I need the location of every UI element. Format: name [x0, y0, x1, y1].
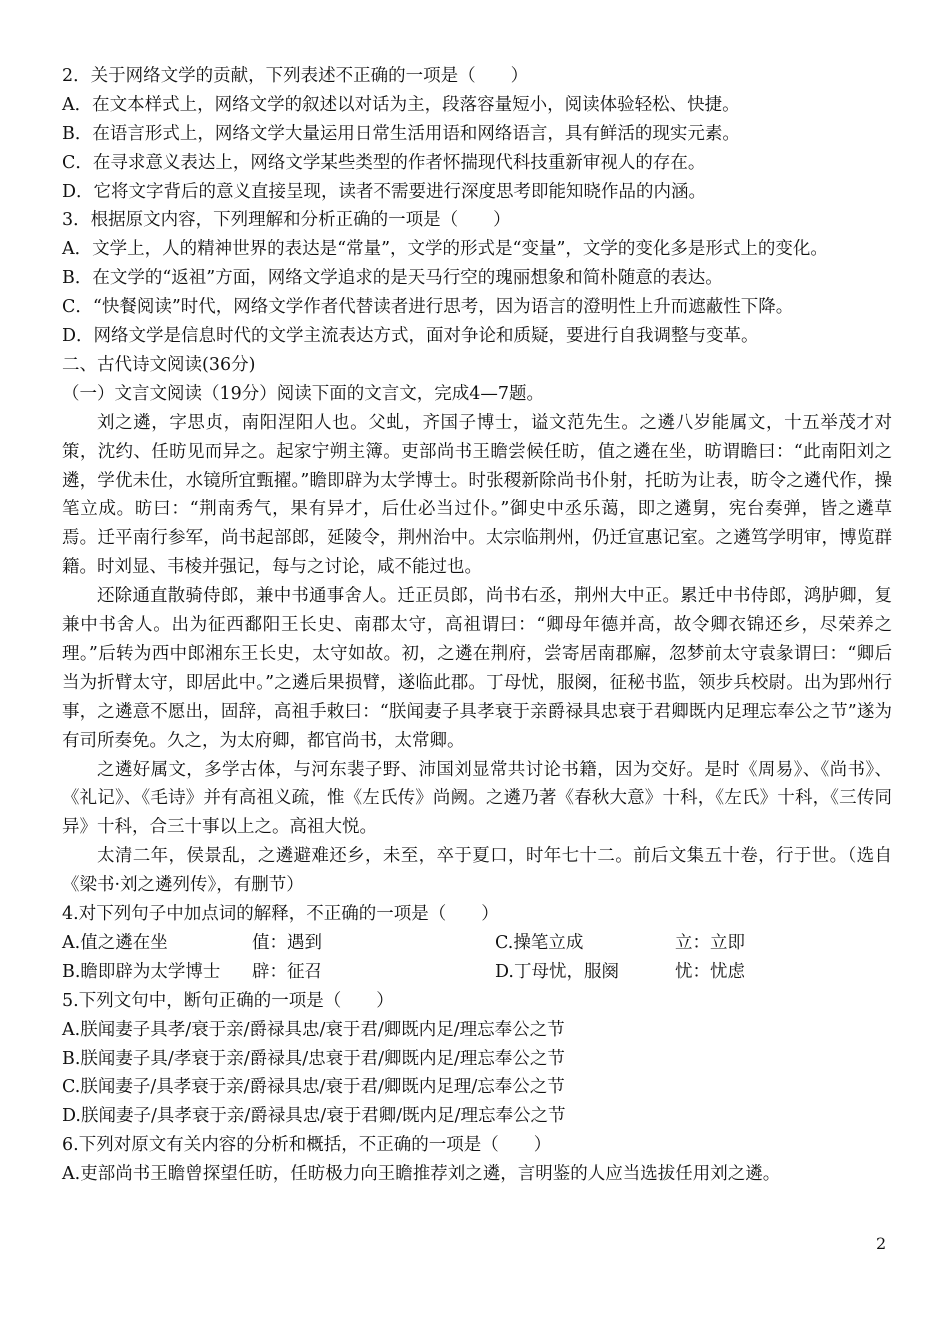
q2-option-b: B．在语言形式上，网络文学大量运用日常生活用语和网络语言，具有鲜活的现实元素。: [62, 123, 740, 144]
q2-option-d: D．它将文字背后的意义直接呈现，读者不需要进行深度思考即能知晓作品的内涵。: [62, 181, 707, 202]
passage-paragraph: 之遴好属文，多学古体，与河东裴子野、沛国刘显常共讨论书籍，因为交好。是时《周易》、《尚书》、《礼记》、《毛诗》并有高祖义疏，惟《左氏传》尚阙。之遴乃著《春秋大意》十科，《左氏》十科，《三传同异》十科，合三十事以上之。高祖大悦。: [62, 759, 892, 838]
section-heading: 二、古代诗文阅读(36分): [62, 354, 256, 375]
q4-option-a: A.值之遴在坐: [62, 933, 168, 953]
q4-option-a-gloss: 值：遇到: [252, 933, 322, 953]
q4-stem: 4.对下列句子中加点词的解释，不正确的一项是（ ）: [62, 904, 499, 925]
q6-option-a: A.吏部尚书王瞻曾探望任昉，任昉极力向王瞻推荐刘之遴，言明鉴的人应当选拔任用刘之遴。: [62, 1164, 781, 1185]
q4-option-d-gloss: 忧：忧虑: [675, 961, 745, 982]
q5-option-b: B.朕闻妻子具/孝衰于亲/爵禄具/忠衰于君/卿既内足/理忘奉公之节: [62, 1048, 565, 1069]
page-content: [62, 62, 892, 1189]
page-number: 2: [876, 1234, 887, 1253]
q5-option-d: D.朕闻妻子/具孝衰于亲/爵禄具忠/衰于君卿/既内足/理忘奉公之节: [62, 1106, 566, 1127]
q4-option-row: [62, 929, 892, 958]
q3-option-b: B．在文学的“返祖”方面，网络文学追求的是天马行空的瑰丽想象和简朴随意的表达。: [62, 268, 723, 289]
q6-stem: 6.下列对原文有关内容的分析和概括，不正确的一项是（ ）: [62, 1135, 552, 1156]
q4-option-c-gloss: 立：立即: [675, 933, 745, 953]
q3-option-d: D．网络文学是信息时代的文学主流表达方式，面对争论和质疑，要进行自我调整与变革。: [62, 326, 759, 347]
q2-option-c: C．在寻求意义表达上，网络文学某些类型的作者怀揣现代科技重新审视人的存在。: [62, 152, 706, 173]
q4-option-d: D.丁母忧，服阕: [495, 961, 619, 982]
passage-paragraph: 刘之遴，字思贞，南阳涅阳人也。父虬，齐国子博士，谥文范先生。之遴八岁能属文，十五举茂才对策，沈约、任昉见而异之。起家宁朔主簿。吏部尚书王瞻尝候任昉，值之遴在坐，昉谓瞻曰：“此南阳刘之遴，学优未仕，水镜所宜甄擢。”瞻即辟为太学博士。时张稷新除尚书仆射，托昉为让表，昉令之遴代作，操笔立成。昉曰：“荆南秀气，果有异才，后仕必当过仆。”御史中丞乐蔼，即之遴舅，宪台奏弹，皆之遴草焉。迁平南行参军，尚书起部郎，延陵令，荆州治中。太宗临荆州，仍迁宣惠记室。之遴笃学明审，博览群籍。时刘显、韦棱并强记，每与之讨论，咸不能过也。: [62, 412, 892, 578]
passage-paragraph: 太清二年，侯景乱，之遴避难还乡，未至，卒于夏口，时年七十二。前后文集五十卷，行于世。（选自《梁书·刘之遴列传》，有删节）: [62, 846, 892, 896]
q3-option-c: C．“快餐阅读”时代，网络文学作者代替读者进行思考，因为语言的澄明性上升而遮蔽性下降。: [62, 297, 794, 318]
q4-option-row: [62, 958, 892, 987]
q2-option-a: A．在文本样式上，网络文学的叙述以对话为主，段落容量短小，阅读体验轻松、快捷。: [62, 94, 740, 115]
q2-stem: 2．关于网络文学的贡献，下列表述不正确的一项是（ ）: [62, 66, 529, 86]
q4-option-b-gloss: 辟：征召: [252, 961, 322, 982]
q3-stem: 3．根据原文内容，下列理解和分析正确的一项是（ ）: [62, 210, 511, 231]
q3-option-a: A．文学上，人的精神世界的表达是“常量”，文学的形式是“变量”，文学的变化多是形式上的变化。: [62, 239, 828, 260]
q5-option-a: A.朕闻妻子具孝/衰于亲/爵禄具忠/衰于君/卿既内足/理忘奉公之节: [62, 1019, 565, 1040]
q4-option-b: B.瞻即辟为太学博士: [62, 961, 221, 982]
q5-option-c: C.朕闻妻子/具孝衰于亲/爵禄具忠/衰于君/卿既内足理/忘奉公之节: [62, 1077, 565, 1098]
section-sub-heading: （一）文言文阅读（19分）阅读下面的文言文，完成4—7题。: [62, 383, 545, 404]
passage-paragraph: 还除通直散骑侍郎，兼中书通事舍人。迁正员郎，尚书右丞，荆州大中正。累迁中书侍郎，鸿胪卿，复兼中书舍人。出为征西鄱阳王长史、南郡太守，高祖谓曰：“卿母年德并高，故令卿衣锦还乡，尽荣养之理。”后转为西中郎湘东王长史，太守如故。初，之遴在荆府，尝寄居南郡廨，忽梦前太守袁彖谓曰：“卿后当为折臂太守，即居此中。”之遴后果损臂，遂临此郡。丁母忧，服阕，征秘书监，领步兵校尉。出为郢州行事，之遴意不愿出，固辞，高祖手敕曰：“朕闻妻子具孝衰于亲爵禄具忠衰于君卿既内足理忘奉公之节”遂为有司所奏免。久之，为太府卿，都官尚书，太常卿。: [62, 586, 892, 751]
q4-option-c: C.操笔立成: [495, 933, 584, 953]
q5-stem: 5.下列文句中，断句正确的一项是（ ）: [62, 990, 394, 1011]
